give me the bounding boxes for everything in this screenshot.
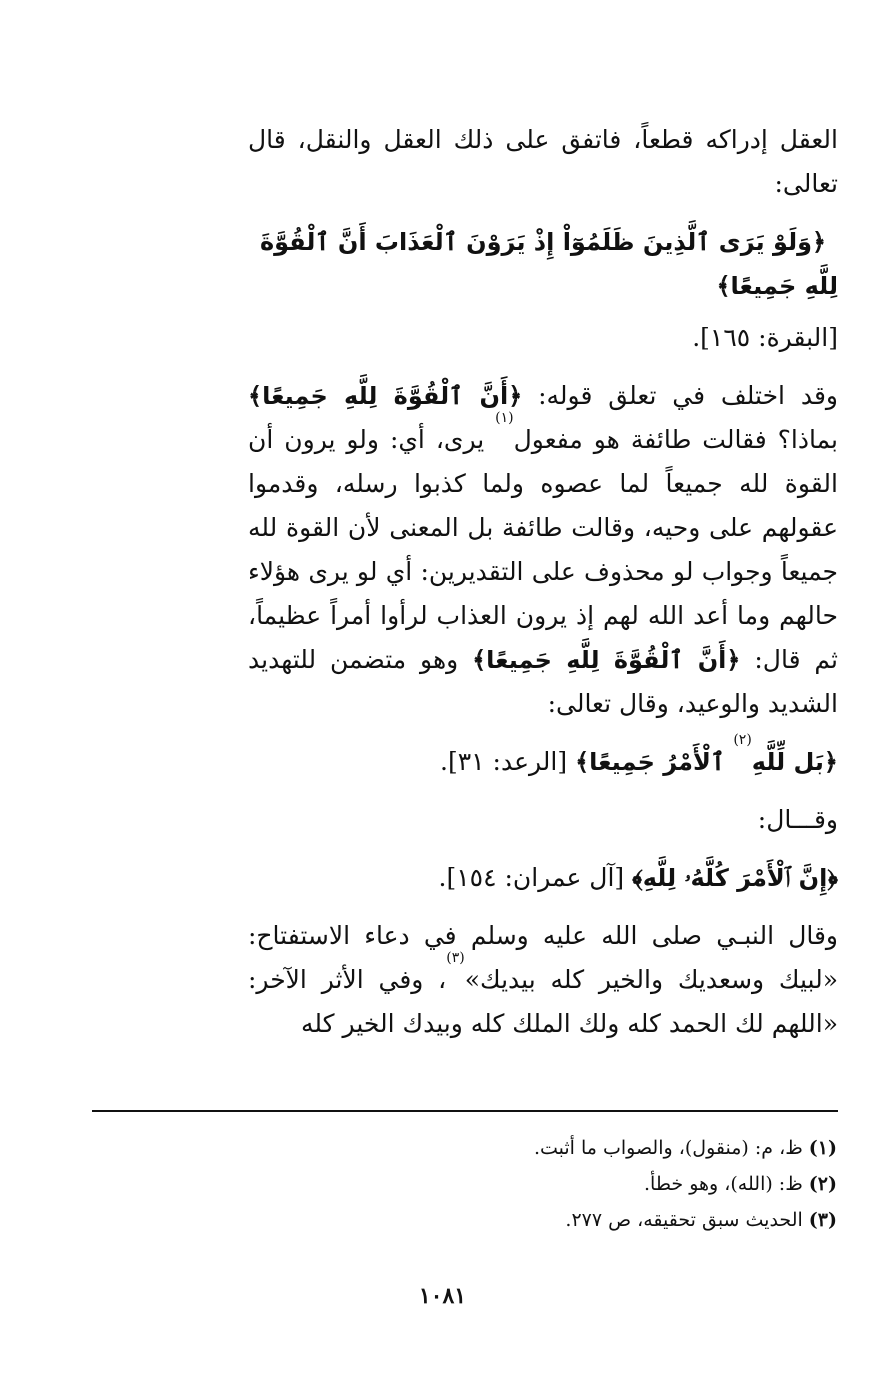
footnote-marker-3: (٣)	[446, 950, 465, 966]
quran-verse-1: ﴿وَلَوْ يَرَى ٱلَّذِينَ ظَلَمُوٓاْ إِذْ يَرَوْنَ ٱلْعَذَابَ أَنَّ ٱلْقُوَّةَ لِلَّهِ جَمِيعًا﴾	[259, 228, 838, 300]
footnote-1	[47, 1130, 837, 1166]
footnote-divider	[92, 1110, 838, 1112]
text-segment: بماذا؟ فقالت طائفة هو مفعول	[513, 425, 838, 454]
footnote-marker-1: (١)	[495, 410, 514, 426]
quran-verse-3-line	[248, 856, 838, 900]
quran-quote: ﴿أَنَّ ٱلْقُوَّةَ لِلَّهِ جَمِيعًا﴾	[472, 646, 741, 674]
footnote-2	[47, 1166, 837, 1202]
text-segment: وقد اختلف في تعلق قوله:	[522, 381, 838, 410]
quran-verse-2-line	[248, 732, 838, 784]
paragraph-hadith	[248, 914, 838, 1046]
main-text	[248, 118, 838, 1046]
quran-verse-3: ﴿إِنَّ ٱلْأَمْرَ كُلَّهُۥ لِلَّهِ﴾	[632, 864, 838, 892]
footnotes	[47, 1130, 837, 1238]
footnote-number: (٢)	[808, 1173, 837, 1195]
footnote-text: الحديث سبق تحقيقه، ص ٢٧٧.	[565, 1209, 803, 1231]
qal-label: وقـــال:	[757, 805, 838, 834]
verse-ref-imran: [آل عمران: ١٥٤].	[438, 863, 625, 892]
footnote-number: (١)	[808, 1137, 837, 1159]
quran-verse-2a: ﴿بَل لِّلَّهِ	[751, 748, 838, 776]
text-segment: ، وفي الأثر الآخر: «اللهم لك الحمد كله ولك الملك كله وبيدك الخير كله	[248, 965, 838, 1038]
quran-quote: ﴿أَنَّ ٱلْقُوَّةَ لِلَّهِ جَمِيعًا﴾	[248, 382, 523, 410]
text-segment: وقال النبـي صلى الله عليه وسلم في دعاء الاستفتاح: «لبيك وسعديك والخير كله بيديك»	[248, 921, 838, 994]
paragraph-intro: العقل إدراكه قطعاً، فاتفق على ذلك العقل والنقل، قال تعالى:	[248, 125, 838, 198]
quran-verse-2b: ٱلْأَمْرُ جَمِيعًا﴾	[575, 748, 734, 776]
text-segment: وهو متضمن للتهديد الشديد والوعيد، وقال تعالى:	[248, 645, 838, 718]
footnote-number: (٣)	[808, 1209, 837, 1231]
verse-ref-rad: [الرعد: ٣١].	[440, 747, 568, 776]
verse-reference-1	[248, 316, 838, 360]
footnote-marker-2: (٢)	[733, 732, 752, 748]
footnote-text: ظ: (الله)، وهو خطأ.	[644, 1173, 803, 1195]
footnote-3	[47, 1202, 837, 1238]
paragraph-discussion	[248, 374, 838, 726]
verse-ref-baqarah: [البقرة: ١٦٥].	[692, 323, 838, 352]
text-segment: يرى، أي: ولو يرون أن القوة لله جميعاً لما عصوه ولما كذبوا رسله، وقدموا عقولهم على وحيه، وقالت طائفة بل المعنى لأن القوة لله جميعاً وجواب لو محذوف على التقديرين: أي لو يرى هؤلاء حالهم وما أعد الله لهم إذ يرون العذاب لرأوا أمراً عظيماً، ثم قال:	[248, 425, 838, 674]
footnote-text: ظ، م: (منقول)، والصواب ما أثبت.	[533, 1137, 803, 1159]
page-number: ١٠٨١	[418, 1283, 467, 1309]
